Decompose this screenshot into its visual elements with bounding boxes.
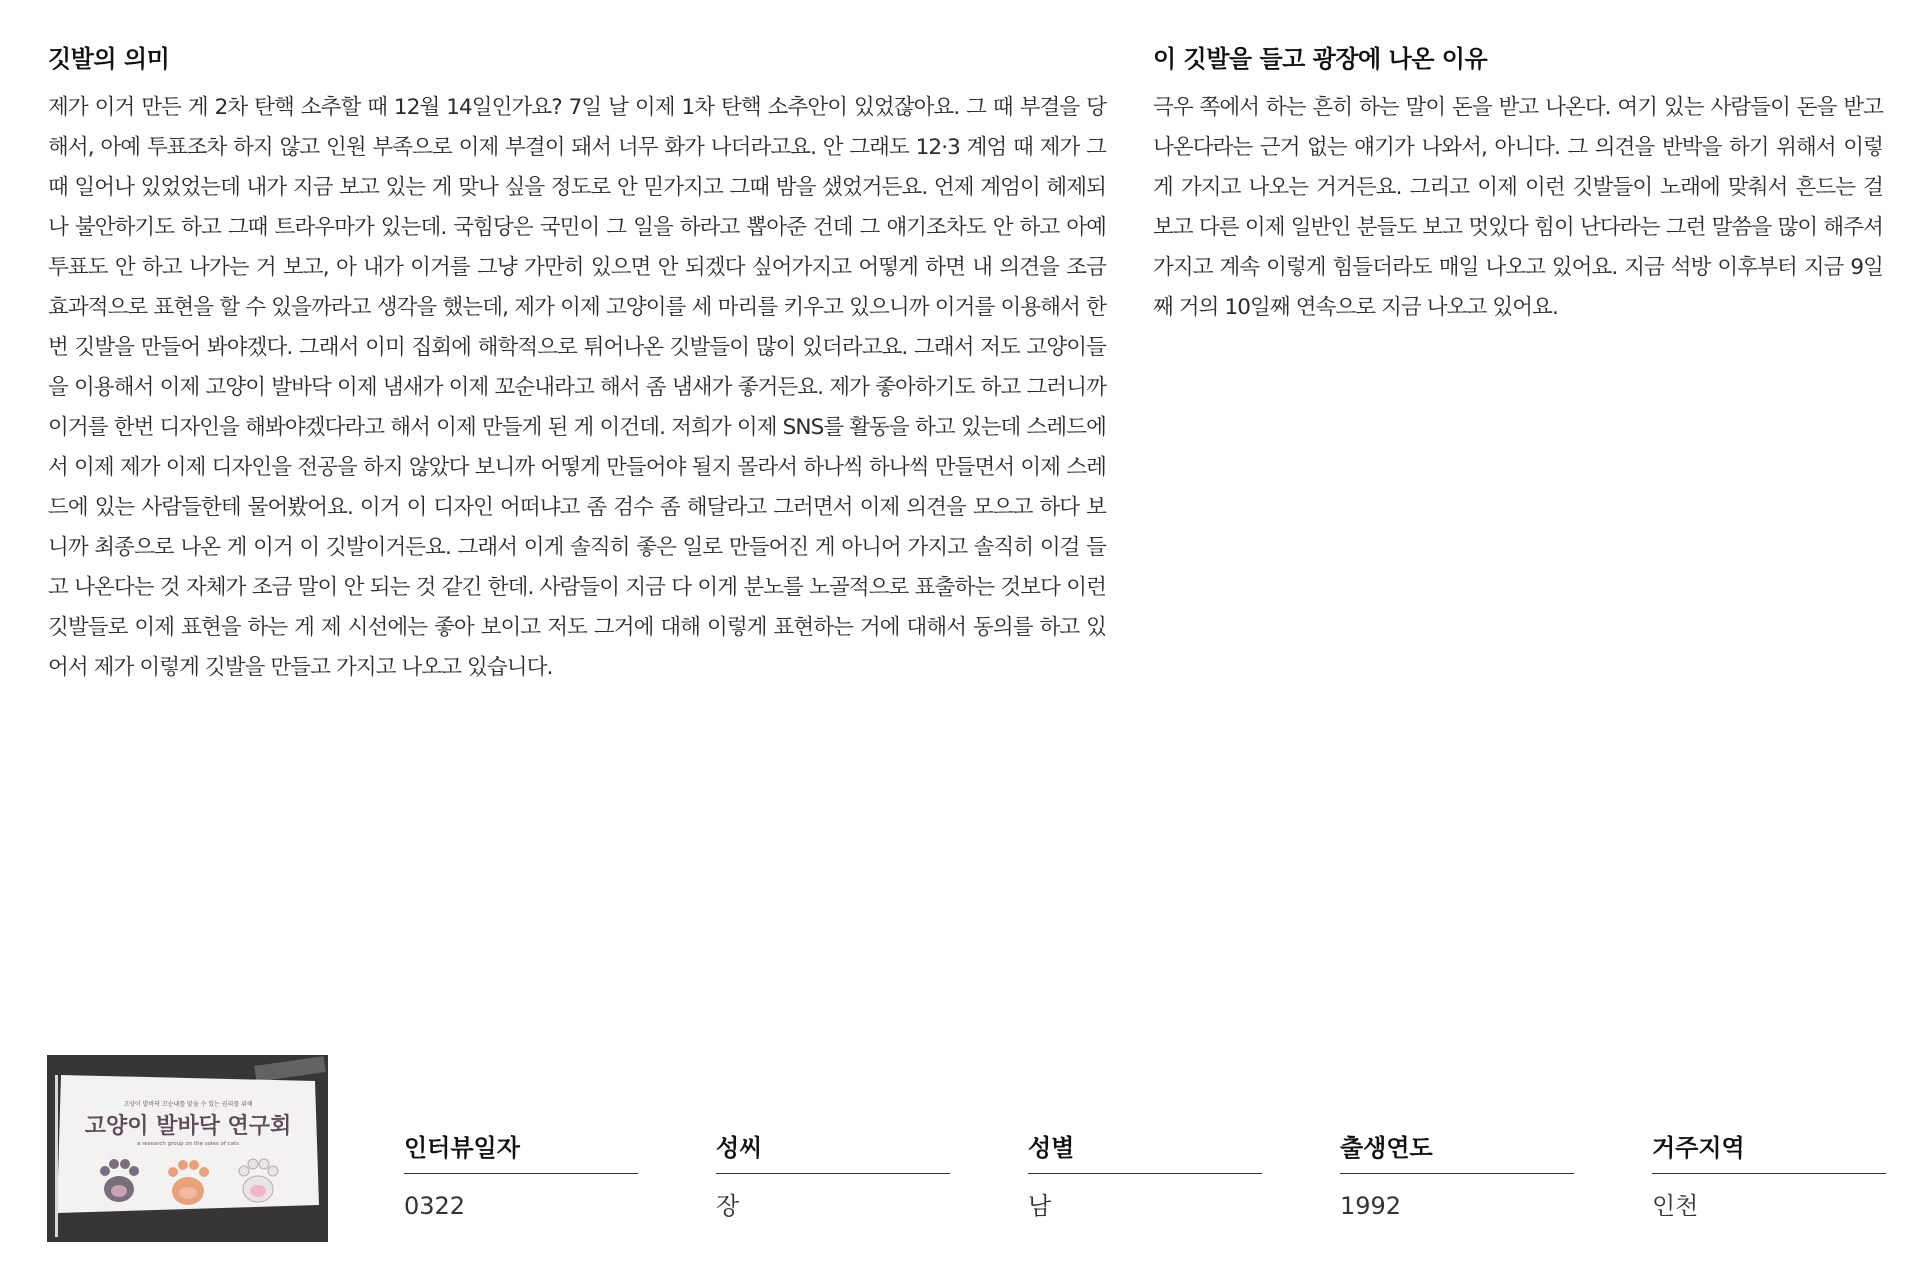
flag-small-caption: 고양이 발바닥 꼬순내를 맡을 수 있는 권리를 위해 — [123, 1101, 253, 1108]
info-label: 성씨 — [716, 1133, 950, 1174]
info-birth-year — [1340, 1133, 1574, 1221]
info-label: 거주지역 — [1652, 1133, 1886, 1174]
flag-subtitle: a research group on the soles of cats — [137, 1141, 239, 1147]
meaning-body: 제가 이거 만든 게 2차 탄핵 소추할 때 12월 14일인가요? 7일 날 이제 1차 탄핵 소추안이 있었잖아요. 그 때 부결을 당해서, 아예 투표조차 하지 않고 인원 부족으로 이제 부결이 돼서 너무 화가 나더라고요. 안 그래도 12·3 계엄 때 제가 그때 일어나 있었었는데 내가 지금 보고 있는 게 맞나 싶을 정도로 안 믿가지고 그때 밤을 샜었거든요. 언제 계엄이 헤제되나 불안하기도 하고 그때 트라우마가 있는데. 국힘당은 국민이 그 일을 하라고 뽑아준 건데 그 얘기조차도 안 하고 아예 투표도 안 하고 나가는 거 보고, 아 내가 이거를 그냥 가만히 있으면 안 되겠다 싶어가지고 어떻게 하면 내 의견을 조금 효과적으로 표현을 할 수 있을까라고 생각을 했는데, 제가 이제 고양이를 세 마리를 키우고 있으니까 이거를 이용해서 한번 깃발을 만들어 봐야겠다. 그래서 이미 집회에 해학적으로 튀어나온 깃발들이 많이 있더라고요. 그래서 저도 고양이들을 이용해서 이제 고양이 발바닥 이제 냄새가 이제 꼬순내라고 해서 좀 냄새가 좋거든요. 제가 좋아하기도 하고 그러니까 이거를 한번 디자인을 해봐야겠다라고 해서 이제 만들게 된 게 이건데. 저희가 이제 SNS를 활동을 하고 있는데 스레드에서 이제 제가 이제 디자인을 전공을 하지 않았다 보니까 어떻게 만들어야 될지 몰라서 하나씩 하나씩 만들면서 이제 스레드에 있는 사람들한테 물어봤어요. 이거 이 디자인 어떠냐고 좀 검수 좀 해달라고 그러면서 이제 의견을 모으고 하다 보니까 최종으로 나온 게 이거 이 깃발이거든요. 그래서 이게 솔직히 좋은 일로 만들어진 게 아니어 가지고 솔직히 이걸 들고 나온다는 것 자체가 조금 말이 안 되는 것 같긴 한데. 사람들이 지금 다 이게 분노를 노골적으로 표출하는 것보다 이런 깃발들로 이제 표현을 하는 게 제 시선에는 좋아 보이고 저도 그거에 대해 이렇게 표현하는 거에 대해서 동의를 하고 있어서 제가 이렇게 깃발을 만들고 가지고 나오고 있습니다. — [48, 95, 1106, 680]
info-label: 출생연도 — [1340, 1133, 1574, 1174]
flag-title: 고양이 발바닥 연구회 — [84, 1114, 292, 1139]
meaning-section — [48, 44, 1106, 688]
reason-section — [1153, 44, 1883, 328]
flag-photo-illustration — [47, 1055, 328, 1242]
info-surname — [716, 1133, 950, 1221]
meaning-heading: 깃발의 의미 — [48, 45, 170, 73]
reason-body: 극우 쪽에서 하는 흔히 하는 말이 돈을 받고 나온다. 여기 있는 사람들이 돈을 받고 나온다라는 근거 없는 얘기가 나와서, 아니다. 그 의견을 반박을 하기 위해서 이렇게 가지고 나오는 거거든요. 그리고 이제 이런 깃발들이 노래에 맞춰서 흔드는 걸 보고 다른 이제 일반인 분들도 보고 멋있다 힘이 난다라는 그런 말씀을 많이 해주셔 가지고 계속 이렇게 힘들더라도 매일 나오고 있어요. 지금 석방 이후부터 지금 9일째 거의 10일째 연속으로 지금 나오고 있어요. — [1153, 95, 1883, 320]
flag-photo — [47, 1055, 328, 1242]
reason-heading: 이 깃발을 들고 광장에 나온 이유 — [1153, 45, 1488, 73]
info-label: 인터뷰일자 — [404, 1133, 638, 1174]
info-gender — [1028, 1133, 1262, 1221]
info-value: 남 — [1028, 1192, 1052, 1220]
info-value: 0322 — [404, 1192, 466, 1220]
info-interview-date — [404, 1133, 638, 1221]
info-region — [1652, 1133, 1886, 1221]
info-value: 장 — [716, 1192, 740, 1220]
info-value: 1992 — [1340, 1192, 1402, 1220]
info-label: 성별 — [1028, 1133, 1262, 1174]
info-value: 인천 — [1652, 1192, 1699, 1220]
